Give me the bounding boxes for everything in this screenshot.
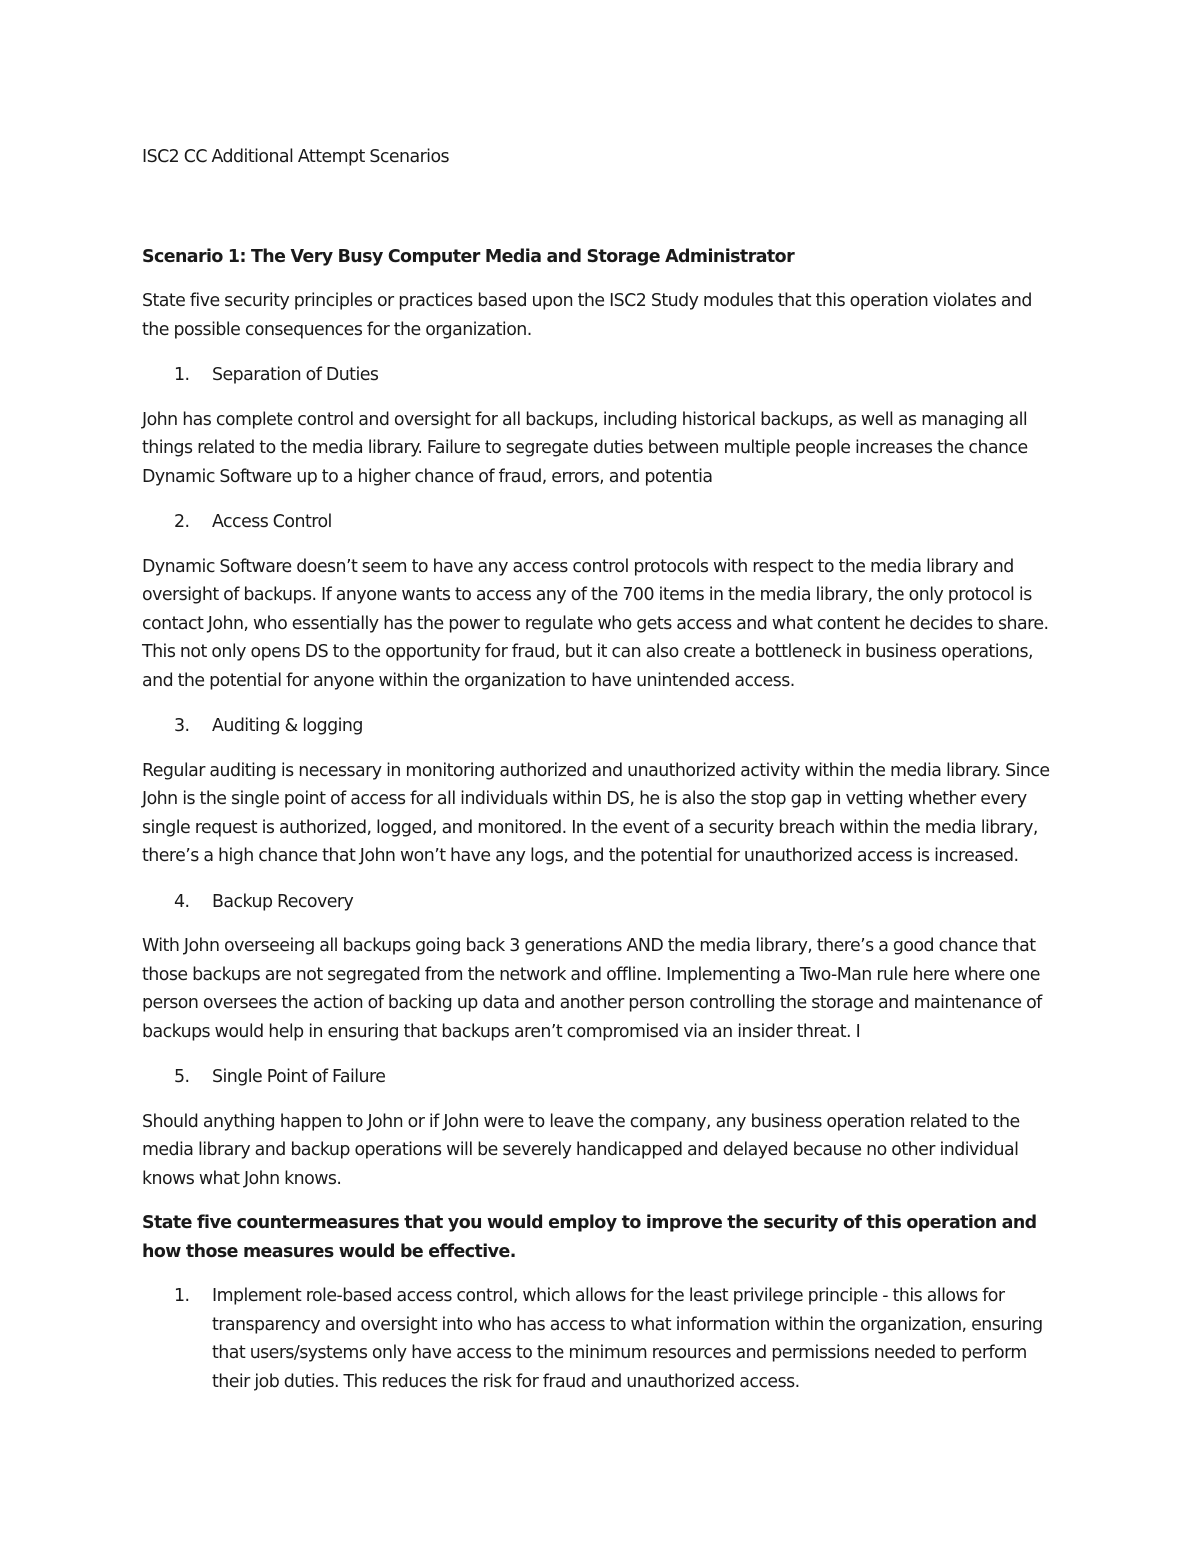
document-title: ISC2 CC Additional Attempt Scenarios bbox=[142, 147, 450, 167]
principle-heading-text: Backup Recovery bbox=[212, 891, 354, 912]
principle-heading bbox=[142, 888, 1062, 917]
principle-number: 3. bbox=[174, 716, 190, 736]
document-content bbox=[142, 143, 1062, 1396]
principle-heading-text: Access Control bbox=[212, 512, 332, 532]
scenario-title: Scenario 1: The Very Busy Computer Media and Storage Administrator bbox=[142, 246, 795, 267]
principle-number: 5. bbox=[174, 1067, 190, 1087]
intro-paragraph: State five security principles or practices based upon the ISC2 Study modules that this operation violates and the possible consequences for the organization. bbox=[142, 291, 1032, 340]
countermeasures-question: State five countermeasures that you would employ to improve the security of this operation and how those measures would be effective. bbox=[142, 1213, 1037, 1262]
principle-body: Regular auditing is necessary in monitoring authorized and unauthorized activity within the media library. Since John is the single point of access for all individuals within DS, he is also the stop gap in vetting whether every single request is authorized, logged, and monitored. In the event of a security breach within the media library, there’s a high chance that John won’t have any logs, and the potential for unauthorized access is increased. bbox=[142, 760, 1050, 866]
principle-heading bbox=[142, 1063, 1062, 1092]
principle-heading bbox=[142, 508, 1062, 537]
principle-heading bbox=[142, 712, 1062, 741]
countermeasure-item bbox=[142, 1282, 1062, 1396]
principle-heading-text: Separation of Duties bbox=[212, 365, 379, 385]
countermeasure-number: 1. bbox=[174, 1286, 190, 1306]
countermeasure-text: Implement role-based access control, which allows for the least privilege principle - this allows for transparency and oversight into who has access to what information within the organization, ensuring that users/systems only have access to the minimum resources and permissions needed to perform their job duties. This reduces the risk for fraud and unauthorized access. bbox=[212, 1286, 1043, 1392]
principle-number: 2. bbox=[174, 512, 190, 532]
principle-heading bbox=[142, 361, 1062, 390]
principle-number: 1. bbox=[174, 365, 190, 385]
principle-body: Should anything happen to John or if John were to leave the company, any business operation related to the media library and backup operations will be severely handicapped and delayed because no other individual knows what John knows. bbox=[142, 1111, 1020, 1189]
principle-number: 4. bbox=[174, 891, 190, 912]
principle-heading-text: Auditing & logging bbox=[212, 716, 363, 736]
principle-body: With John overseeing all backups going back 3 generations AND the media library, there’s a good chance that those backups are not segregated from the network and offline. Implementing a Two-Man rule here where one person oversees the action of backing up data and another person controlling the storage and maintenance of backups would help in ensuring that backups aren’t compromised via an insider threat. I bbox=[142, 936, 1042, 1042]
principle-heading-text: Single Point of Failure bbox=[212, 1067, 386, 1087]
principle-body: John has complete control and oversight for all backups, including historical backups, as well as managing all things related to the media library. Failure to segregate duties between multiple people increases the chance Dynamic Software up to a higher chance of fraud, errors, and potentia bbox=[142, 409, 1028, 487]
principle-body: Dynamic Software doesn’t seem to have any access control protocols with respect to the media library and oversight of backups. If anyone wants to access any of the 700 items in the media library, the only protocol is contact John, who essentially has the power to regulate who gets access and what content he decides to share. This not only opens DS to the opportunity for fraud, but it can also create a bottleneck in business operations, and the potential for anyone within the organization to have unintended access. bbox=[142, 556, 1049, 691]
